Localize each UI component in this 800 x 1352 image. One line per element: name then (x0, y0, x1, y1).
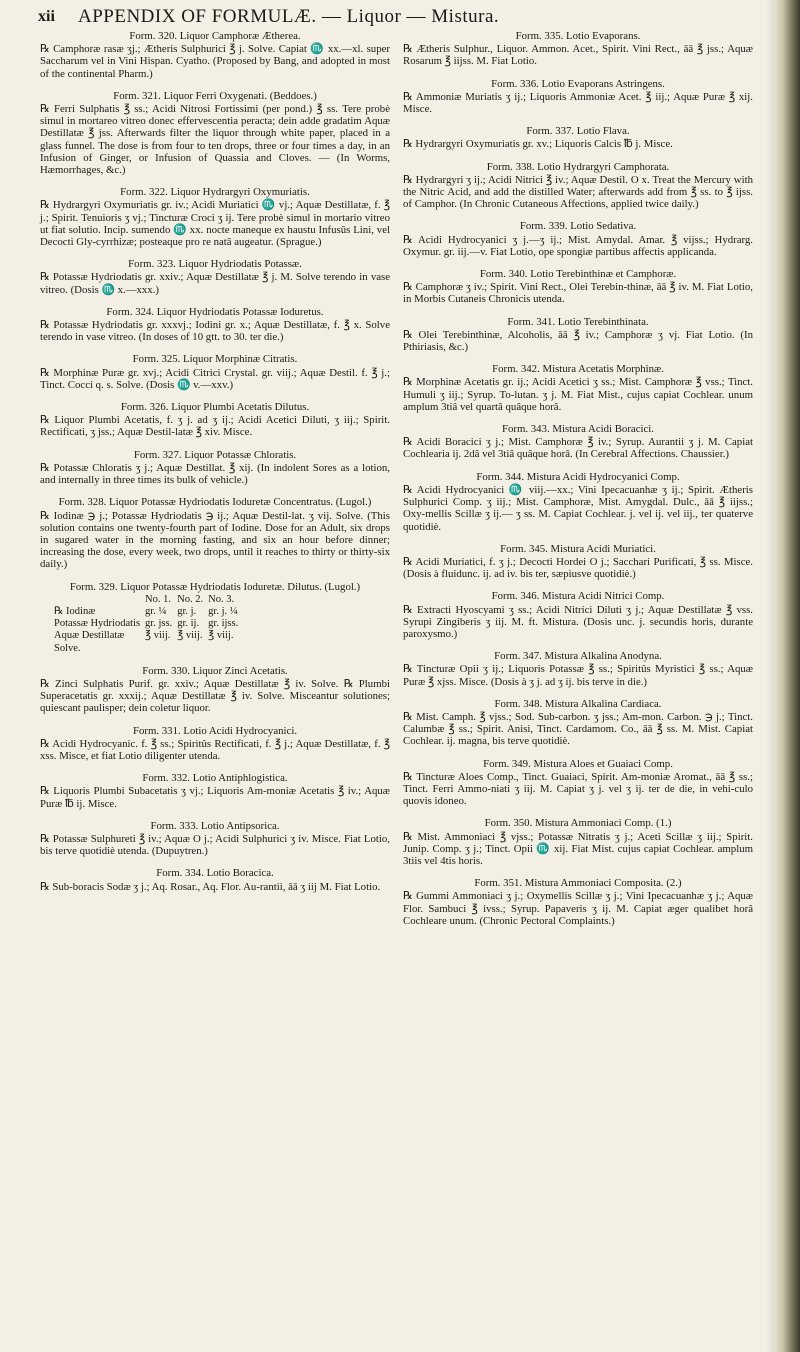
formula-entry (40, 258, 390, 296)
formula-body: ℞ Sub-boracis Sodæ ʒ j.; Aq. Rosar., Aq. Flor. Au-rantii, āā ʒ iij M. Fiat Lotio. (40, 880, 381, 893)
formula-title: Form. 332. Lotio Antiphlogistica. (142, 772, 288, 785)
formula-title: Form. 323. Liquor Hydriodatis Potassæ. (128, 258, 302, 271)
formula-title: Form. 321. Liquor Ferri Oxygenati. (Beddoes.) (113, 89, 317, 102)
dose-table-cell: Potassæ Hydriodatis (54, 618, 141, 630)
formula-title: Form. 336. Lotio Evaporans Astringens. (491, 77, 665, 90)
formula-body: ℞ Potassæ Chloratis ʒ j.; Aquæ Destillat. ℥ xij. (In indolent Sores as a lotion, and internally in three times its bulk of vehicle.) (40, 461, 390, 487)
dose-table-header (54, 594, 243, 606)
formula-body: ℞ Morphinæ Puræ gr. xvj.; Acidi Citrici Crystal. gr. viij.; Aquæ Destil. f. ℥ j.; Tinct. Cocci q. s. Solve. (Dosis ♏ v.—xxv.) (40, 366, 390, 391)
formula-title: Form. 346. Mistura Acidi Nitrici Comp. (491, 590, 665, 603)
page-gutter-shadow (766, 0, 774, 1352)
formula-body: ℞ Acidi Hydrocyanici ♏ viij.—xx.; Vini Ipecacuanhæ ʒ ij.; Spirit. Ætheris Sulphurici Comp. ʒ iij.; Mist. Camphoræ, Mist. Amygdal. Dulc., āā ℥ iijss.; Oxy-mellis Scillæ ʒ ij.— ʒ ss. M. Capiat Cochlear. j. vel ij. vel iij., ter quaterve quotidiè. (403, 483, 753, 533)
formula-entry (40, 353, 390, 391)
formula-title: Form. 329. Liquor Potassæ Hydriodatis Ioduretæ. Dilutus. (Lugol.) (69, 580, 361, 593)
formula-title: Form. 328. Liquor Potassæ Hydriodatis Ioduretæ Concentratus. (Lugol.) (58, 496, 372, 509)
formula-entry (40, 725, 390, 763)
formula-body: ℞ Acidi Boracici ʒ j.; Mist. Camphoræ ℥ iv.; Syrup. Aurantii ʒ j. M. Capiat Cochlearia ij. 2dâ vel 3tiâ quâque horâ. (In Cerebral Affections. Chaussier.) (403, 436, 753, 461)
formula-body: ℞ Mist. Ammoniaci ℥ vjss.; Potassæ Nitratis ʒ j.; Aceti Scillæ ʒ iij.; Spirit. Junip. Comp. ʒ j.; Tinct. Opii ♏ xij. Fiat Mist. cujus capiat Cochlear. amplum 3tiis vel 4tis horis. (403, 830, 753, 867)
formula-entry (40, 772, 390, 810)
formula-body: ℞ Ammoniæ Muriatis ʒ ij.; Liquoris Ammoniæ Acet. ℥ iij.; Aquæ Puræ ℥ xij. Misce. (403, 90, 753, 116)
formula-entry (403, 363, 753, 413)
dose-table (54, 594, 243, 655)
formula-title: Form. 331. Lotio Acidi Hydrocyanici. (132, 724, 298, 737)
formula-entry (403, 78, 753, 116)
formula-body: ℞ Iodinæ ℈ j.; Potassæ Hydriodatis ℈ ij.; Aquæ Destil-lat. ʒ vij. Solve. (This solution contains one twenty-fourth part of Iodine. Dose for an Adult, six drops in sugared water in the morning fasting, and six an hour before dinner; increasing the dose, every week, two drops, until it reaches to thirty or thirty-six daily.) (40, 509, 390, 571)
formula-body: ℞ Tincturæ Aloes Comp., Tinct. Guaiaci, Spirit. Am-moniæ Aromat., āā ℥ ss.; Tinct. Ferri Ammo-niati ʒ iij. M. Capiat ʒ j. vel ʒ ij. ter de die, in vehi-culo quovis idoneo. (403, 770, 753, 808)
formula-title: Form. 337. Lotio Flava. (526, 125, 630, 138)
page-edge (774, 0, 800, 1352)
dose-table-row (54, 630, 243, 642)
dose-table-header-cell: No. 3. (208, 593, 235, 605)
formula-entry (40, 867, 390, 892)
formula-body: ℞ Potassæ Sulphureti ℥ iv.; Aquæ O j.; Acidi Sulphurici ʒ iv. Misce. Fiat Lotio, bis terve quotidiè utenda. (Dupuytren.) (40, 832, 390, 858)
formula-title: Form. 333. Lotio Antipsorica. (150, 819, 280, 832)
dose-table-cell (208, 643, 243, 655)
formula-entry (403, 590, 753, 640)
formula-entry (403, 125, 753, 150)
formula-entry (403, 758, 753, 808)
formula-body: ℞ Hydrargyri Oxymuriatis gr. xv.; Liquoris Calcis ℔ j. Misce. (403, 138, 673, 151)
formula-body: ℞ Potassæ Hydriodatis gr. xxiv.; Aquæ Destillatæ ℥ j. M. Solve terendo in vase vitreo. (Dosis ♏ x.—xxx.) (40, 271, 390, 296)
formula-body: ℞ Ætheris Sulphur., Liquor. Ammon. Acet., Spirit. Vini Rect., āā ℥ jss.; Aquæ Rosarum ℥ iijss. M. Fiat Lotio. (403, 43, 753, 68)
dose-table-cell: Aquæ Destillatæ (54, 630, 125, 642)
dose-table-cell: ℞ Iodinæ (54, 605, 96, 617)
formula-entry (403, 423, 753, 461)
formula-body: ℞ Potassæ Hydriodatis gr. xxxvj.; Iodini gr. x.; Aquæ Destillatæ, f. ℥ x. Solve terendo in vase vitreo. (In doses of 10 gtt. to 30. ter die.) (40, 319, 390, 344)
formula-entry (403, 877, 753, 927)
formula-entry (403, 268, 753, 306)
formula-title: Form. 349. Mistura Aloes et Guaiaci Comp. (483, 757, 673, 770)
dose-table-cell: ℥ viij. (177, 630, 203, 642)
formula-body: ℞ Hydrargyri ʒ ij.; Acidi Nitrici ℥ iv.; Aquæ Destil. O x. Treat the Mercury with the Nitric Acid, and add the distilled Water; afterwards add from ℥ ss. to ℥ ijss. of Camphor. (In Chronic Cutaneous Affections, applied twice daily.) (403, 173, 753, 211)
formula-body: ℞ Camphoræ rasæ ʒj.; Ætheris Sulphurici ℥ j. Solve. Capiat ♏ xx.—xl. super Saccharum vel in Vini Hispan. Cyatho. (Proposed by Bang, and adopted in most of the continental Pharm.) (40, 43, 390, 80)
dose-table-cell: gr. ijss. (208, 618, 239, 630)
formula-entry (403, 220, 753, 258)
dose-table-cell: ℥ viij. (145, 630, 171, 642)
formula-title: Form. 327. Liquor Potassæ Chloratis. (133, 448, 297, 461)
formula-entry (40, 665, 390, 715)
formula-title: Form. 322. Liquor Hydrargyri Oxymuriatis. (120, 186, 310, 199)
formula-entry (403, 543, 753, 581)
left-column (40, 30, 390, 903)
formula-body: ℞ Acidi Muriatici, f. ʒ j.; Decocti Hordei O j.; Sacchari Purificati, ℥ ss. Misce. (Dosis à fluidunc. ij. ad iv. bis ter, sæpiusve quotidiè.) (403, 555, 753, 581)
formula-title: Form. 340. Lotio Terebinthinæ et Camphoræ. (479, 268, 677, 281)
formula-body: ℞ Olei Terebinthinæ, Alcoholis, āā ℥ iv.; Camphoræ ʒ vj. Fiat Lotio. (In Pthiriasis, &c.) (403, 328, 753, 354)
formula-title: Form. 338. Lotio Hydrargyri Camphorata. (486, 160, 670, 173)
dose-table-cell: Solve. (54, 642, 81, 654)
formula-title: Form. 339. Lotio Sedativa. (519, 220, 637, 233)
formula-entry (40, 30, 390, 80)
dose-table-header-cell: No. 1. (145, 593, 172, 605)
formula-title: Form. 325. Liquor Morphinæ Citratis. (132, 353, 298, 366)
page-header (38, 6, 758, 28)
formula-body: ℞ Acidi Hydrocyanic. f. ℥ ss.; Spiritûs Rectificati, f. ℥ j.; Aquæ Destillatæ, f. ℥ xss. Misce, et fiat Lotio diligenter utenda. (40, 737, 390, 762)
formula-title: Form. 334. Lotio Boracica. (156, 867, 274, 880)
formula-entry (40, 496, 390, 570)
formula-title: Form. 343. Mistura Acidi Boracici. (501, 423, 655, 436)
formula-title: Form. 348. Mistura Alkalina Cardiaca. (494, 697, 662, 710)
dose-table-header-cell: No. 2. (177, 593, 204, 605)
dose-table-header-cell (54, 594, 145, 606)
running-title: APPENDIX OF FORMULÆ. — Liquor — Mistura. (78, 6, 500, 27)
formula-body: ℞ Zinci Sulphatis Purif. gr. xxiv.; Aquæ Destillatæ ℥ iv. Solve. ℞ Plumbi Superacetatis gr. xxxij.; Aquæ Destillatæ ℥ iv. Solve. Misceantur solutiones; quiescant paulisper; dein coletur liquor. (40, 677, 390, 715)
formula-body: ℞ Morphinæ Acetatis gr. ij.; Acidi Acetici ʒ ss.; Mist. Camphoræ ℥ vss.; Tinct. Humuli ʒ iij.; Syrup. To-lutan. ʒ j. M. Fiat Mist., cujus capiat Cochlear. unum amplum 3tiâ vel quartâ quâque horâ. (403, 376, 753, 413)
formula-body: ℞ Tincturæ Opii ʒ ij.; Liquoris Potassæ ℥ ss.; Spiritûs Myristici ℥ ss.; Aquæ Puræ ℥ xjss. Misce. (Dosis à ʒ j. ad ʒ ij. bis terve in die.) (403, 663, 753, 688)
dose-table-cell: gr. j. (177, 605, 197, 617)
formula-body: ℞ Mist. Camph. ℥ vjss.; Sod. Sub-carbon. ʒ jss.; Am-mon. Carbon. ℈ j.; Tinct. Calumbæ ℥ ss.; Spirit. Anisi, Tinct. Cardamom. Co., āā ℥ ss. M. Mist. Capiat Cochlear. ij. magna, bis terve quotidiè. (403, 710, 753, 748)
formula-entry (40, 401, 390, 439)
formula-entry (40, 186, 390, 248)
dose-table-cell: gr. j. ¼ (208, 605, 238, 617)
formula-entry (403, 316, 753, 354)
dose-table-cell: ℥ viij. (208, 630, 234, 642)
formula-title: Form. 335. Lotio Evaporans. (515, 30, 641, 42)
dose-table-row (54, 643, 243, 655)
formula-entry (403, 161, 753, 211)
formula-title: Form. 324. Liquor Hydriodatis Potassæ Ioduretus. (106, 305, 324, 318)
formula-body: ℞ Hydrargyri Oxymuriatis gr. iv.; Acidi Muriatici ♏ vj.; Aquæ Destillatæ, f. ℥ j.; Spirit. Tenuioris ʒ vj.; Tincturæ Croci ʒ ij. Tere probè simul in mortario vitreo ut fiat solutio. Incip. sumendo ♏ xx. nocte maneque ex haustu Infusûs Lini, vel Decocti Gly-cyrrhizæ; posteaque pro re natâ augeatur. (Sprague.) (40, 199, 390, 249)
formula-entry (40, 306, 390, 344)
formula-body: ℞ Gummi Ammoniaci ʒ j.; Oxymellis Scillæ ʒ j.; Vini Ipecacuanhæ ʒ j.; Aquæ Flor. Sambuci ℥ ivss.; Syrup. Papaveris ʒ ij. M. Capiat æger qualibet horâ Cochleare unum. (Chronic Pectoral Complaints.) (403, 890, 753, 927)
right-column (403, 30, 753, 937)
formula-title: Form. 330. Liquor Zinci Acetatis. (142, 664, 288, 677)
formula-entry (403, 817, 753, 867)
formula-entry (40, 90, 390, 176)
formula-title: Form. 351. Mistura Ammoniaci Composita. (2.) (474, 877, 682, 890)
formula-entry (403, 650, 753, 688)
formula-body: ℞ Liquor Plumbi Acetatis, f. ʒ j. ad ʒ ij.; Acidi Acetici Diluti, ʒ iij.; Spirit. Rectificati, ʒ jss.; Aquæ Destil-latæ ℥ xiv. Misce. (40, 414, 390, 439)
formula-title: Form. 342. Mistura Acetatis Morphinæ. (492, 363, 664, 376)
dose-table-row (54, 606, 243, 618)
formula-entry (40, 820, 390, 858)
formula-body: ℞ Liquoris Plumbi Subacetatis ʒ vj.; Liquoris Am-moniæ Acetatis ℥ iv.; Aquæ Puræ ℔ ij. Misce. (40, 785, 390, 810)
formula-title: Form. 341. Lotio Terebinthinata. (507, 315, 649, 328)
dose-table-cell: gr. ¼ (145, 605, 167, 617)
formula-entry (403, 30, 753, 68)
formula-body: ℞ Acidi Hydrocyanici ʒ j.—ʒ ij.; Mist. Amydal. Amar. ℥ vijss.; Hydrarg. Oxymur. gr. iij.—v. Fiat Lotio, ope spongiæ partibus affectis applicanda. (403, 233, 753, 258)
dose-table-cell (177, 643, 208, 655)
page-number: xii (38, 8, 55, 25)
dose-table-cell: gr. jss. (145, 618, 173, 630)
formula-entry (40, 449, 390, 487)
formula-title: Form. 344. Mistura Acidi Hydrocyanici Comp. (476, 470, 680, 483)
formula-title: Form. 350. Mistura Ammoniaci Comp. (1.) (484, 817, 672, 830)
formula-body: ℞ Camphoræ ʒ iv.; Spirit. Vini Rect., Olei Terebin-thinæ, āā ℥ iv. M. Fiat Lotio, in Morbis Cutaneis Chronicis utenda. (403, 281, 753, 306)
formula-body: ℞ Ferri Sulphatis ℥ ss.; Acidi Nitrosi Fortissimi (per pond.) ℥ ss. Tere probè simul in mortareo vitreo donec effervescentia peracta; dein adde gradatim Aquæ Destillatæ ℥ jss. Afterwards filter the liquor through white paper, placed in a glass funnel. The dose is from four to ten drops, three or four times a day, in an Infusion of Ginger, or Infusion of Quassia and Cloves. — (In Worms, Hæmorrhages, &c.) (40, 103, 390, 177)
formula-title: Form. 326. Liquor Plumbi Acetatis Dilutus. (120, 401, 310, 414)
dose-table-cell (145, 643, 177, 655)
formula-body: ℞ Extracti Hyoscyami ʒ ss.; Acidi Nitrici Diluti ʒ j.; Aquæ Destillatæ ℥ vss. Syrupi Zingiberis ʒ iij. M. ft. Mistura. (Dosis unc. j. secundis horis, durante paroxysmo.) (403, 603, 753, 640)
formula-title: Form. 320. Liquor Camphoræ Ætherea. (129, 30, 301, 42)
formula-entry (403, 471, 753, 533)
dose-table-cell: gr. ij. (177, 618, 200, 630)
formula-title: Form. 345. Mistura Acidi Muriatici. (500, 542, 656, 555)
dose-table-row (54, 618, 243, 630)
formula-entry (403, 698, 753, 748)
formula-entry (40, 581, 390, 655)
formula-title: Form. 347. Mistura Alkalina Anodyna. (494, 650, 662, 663)
